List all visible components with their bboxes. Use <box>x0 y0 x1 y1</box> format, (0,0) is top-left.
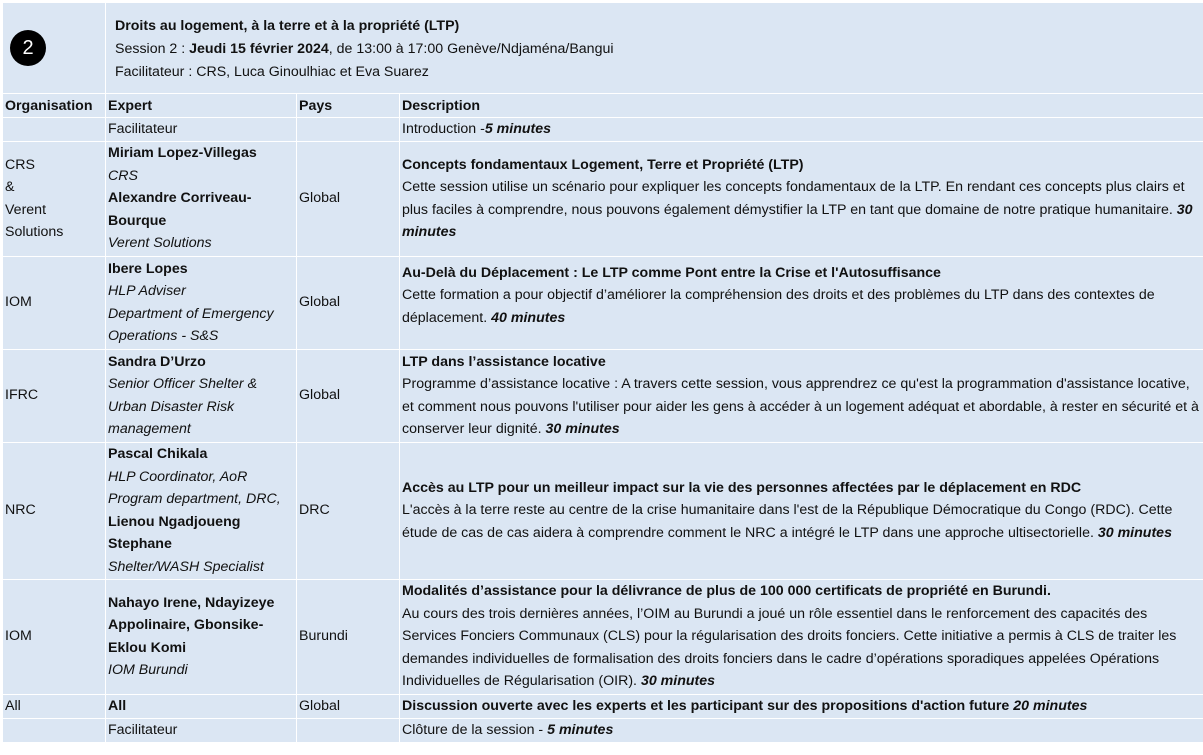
column-header-description: Description <box>400 94 1203 118</box>
column-header-organisation: Organisation <box>3 94 106 118</box>
organisation-cell <box>3 118 106 142</box>
pays-cell: Global <box>297 349 400 442</box>
expert-role: HLP Adviser <box>108 280 293 303</box>
pays-cell <box>297 718 400 742</box>
column-header-pays: Pays <box>297 94 400 118</box>
pays-cell: Burundi <box>297 579 400 694</box>
expert-name: Alexandre Corriveau-Bourque <box>108 187 293 232</box>
expert-org: CRS <box>108 165 293 188</box>
organisation-cell: All <box>3 694 106 718</box>
description-cell: Discussion ouverte avec les experts et les participant sur des propositions d'action future 20 minutes <box>400 694 1203 718</box>
table-row <box>3 442 1203 579</box>
session-title: Droits au logement, à la terre et à la propriété (LTP) <box>115 15 1203 38</box>
description-title: Modalités d’assistance pour la délivrance de plus de 100 000 certificats de propriété en Burundi. <box>402 580 1200 603</box>
description-title: Accès au LTP pour un meilleur impact sur la vie des personnes affectées par le déplacement en RDC <box>402 477 1200 500</box>
expert-cell <box>106 256 297 349</box>
duration: 5 minutes <box>547 722 613 738</box>
column-header-row <box>3 94 1203 118</box>
expert-cell: Facilitateur <box>106 718 297 742</box>
expert-name: Sandra D’Urzo <box>108 351 293 374</box>
description-cell: LTP dans l’assistance locative Programme d’assistance locative : A travers cette session, vous apprendrez ce qu'est la programmation d'assistance locative, et comment nous pouvons l'utiliser pour aider les gens à accéder à un logement adéquat et abordable, à rester en sécurité et à conserver leur dignité. 30 minutes <box>400 349 1203 442</box>
organisation-cell <box>3 718 106 742</box>
session-number-cell <box>3 3 106 94</box>
expert-name: Lienou Ngadjoueng Stephane <box>108 511 293 556</box>
session-info-cell <box>106 3 1203 94</box>
expert-org: Verent Solutions <box>108 232 293 255</box>
expert-cell: Facilitateur <box>106 118 297 142</box>
organisation-cell: CRS & Verent Solutions <box>3 141 106 256</box>
session-datetime: Session 2 : Jeudi 15 février 2024, de 13:00 à 17:00 Genève/Ndjaména/Bangui <box>115 38 1203 61</box>
expert-role: Department of Emergency Operations - S&S <box>108 303 293 348</box>
description-cell: Concepts fondamentaux Logement, Terre et Propriété (LTP) Cette session utilise un scénario pour expliquer les concepts fondamentaux de la LTP. En rendant ces concepts plus clairs et plus faciles à comprendre, nous pouvons également démystifier la LTP en tant que domaine de notre pratique humanitaire. 30 minutes <box>400 141 1203 256</box>
expert-name: Pascal Chikala <box>108 443 293 466</box>
description-cell: Accès au LTP pour un meilleur impact sur la vie des personnes affectées par le déplacement en RDC L'accès à la terre reste au centre de la crise humanitaire dans l'est de la République Démocratique du Congo (RDC). Cette étude de cas de cas aidera à comprendre comment le NRC a intégré le LTP dans une approche ultisectorielle. 30 minutes <box>400 442 1203 579</box>
duration: 30 minutes <box>402 202 1193 241</box>
table-row <box>3 349 1203 442</box>
organisation-cell: IOM <box>3 256 106 349</box>
table-row <box>3 141 1203 256</box>
duration: 40 minutes <box>491 310 565 326</box>
duration: 30 minutes <box>1098 525 1172 541</box>
pays-cell: Global <box>297 256 400 349</box>
expert-cell <box>106 579 297 694</box>
duration: 5 minutes <box>485 121 551 137</box>
expert-name: Ibere Lopes <box>108 258 293 281</box>
pays-cell: Global <box>297 694 400 718</box>
organisation-cell: NRC <box>3 442 106 579</box>
expert-cell: All <box>106 694 297 718</box>
duration: 20 minutes <box>1013 698 1087 714</box>
table-row <box>3 718 1203 742</box>
description-title: LTP dans l’assistance locative <box>402 351 1200 374</box>
description-cell: Au-Delà du Déplacement : Le LTP comme Pont entre la Crise et l'Autosuffisance Cette formation a pour objectif d’améliorer la compréhension des droits et des problèmes du LTP dans des contextes de déplacement. 40 minutes <box>400 256 1203 349</box>
table-row <box>3 694 1203 718</box>
table-row <box>3 256 1203 349</box>
organisation-cell: IFRC <box>3 349 106 442</box>
expert-cell <box>106 442 297 579</box>
session-header-row <box>3 3 1203 94</box>
duration: 30 minutes <box>641 673 715 689</box>
duration: 30 minutes <box>546 421 620 437</box>
description-title: Concepts fondamentaux Logement, Terre et Propriété (LTP) <box>402 154 1200 177</box>
description-cell: Clôture de la session - 5 minutes <box>400 718 1203 742</box>
expert-role: HLP Coordinator, AoR Program department, DRC, <box>108 466 293 511</box>
expert-name: Nahayo Irene, Ndayizeye Appolinaire, Gbonsike-Eklou Komi <box>108 592 293 660</box>
pays-cell: DRC <box>297 442 400 579</box>
agenda-table <box>2 2 1203 743</box>
description-title: Au-Delà du Déplacement : Le LTP comme Pont entre la Crise et l'Autosuffisance <box>402 262 1200 285</box>
expert-role: IOM Burundi <box>108 659 293 682</box>
expert-name: Miriam Lopez-Villegas <box>108 142 293 165</box>
expert-role: Shelter/WASH Specialist <box>108 556 293 579</box>
pays-cell: Global <box>297 141 400 256</box>
expert-cell <box>106 349 297 442</box>
table-row <box>3 118 1203 142</box>
expert-role: Senior Officer Shelter & Urban Disaster Risk management <box>108 373 293 441</box>
expert-cell <box>106 141 297 256</box>
session-facilitator: Facilitateur : CRS, Luca Ginoulhiac et Eva Suarez <box>115 61 1203 84</box>
description-cell: Modalités d’assistance pour la délivrance de plus de 100 000 certificats de propriété en Burundi. Au cours des trois dernières années, l’OIM au Burundi a joué un rôle essentiel dans le renforcement des capacités des Services Fonciers Communaux (CLS) pour la régularisation des droits fonciers. Cette initiative a permis à CLS de traiter les demandes individuelles de formalisation des droits fonciers dans le cadre d’opérations sporadiques appelées Opérations Individuelles de Régularisation (OIR). 30 minutes <box>400 579 1203 694</box>
session-number-badge: 2 <box>10 30 46 66</box>
session-date: Jeudi 15 février 2024 <box>189 41 329 57</box>
pays-cell <box>297 118 400 142</box>
column-header-expert: Expert <box>106 94 297 118</box>
table-row <box>3 579 1203 694</box>
description-cell: Introduction -5 minutes <box>400 118 1203 142</box>
organisation-cell: IOM <box>3 579 106 694</box>
